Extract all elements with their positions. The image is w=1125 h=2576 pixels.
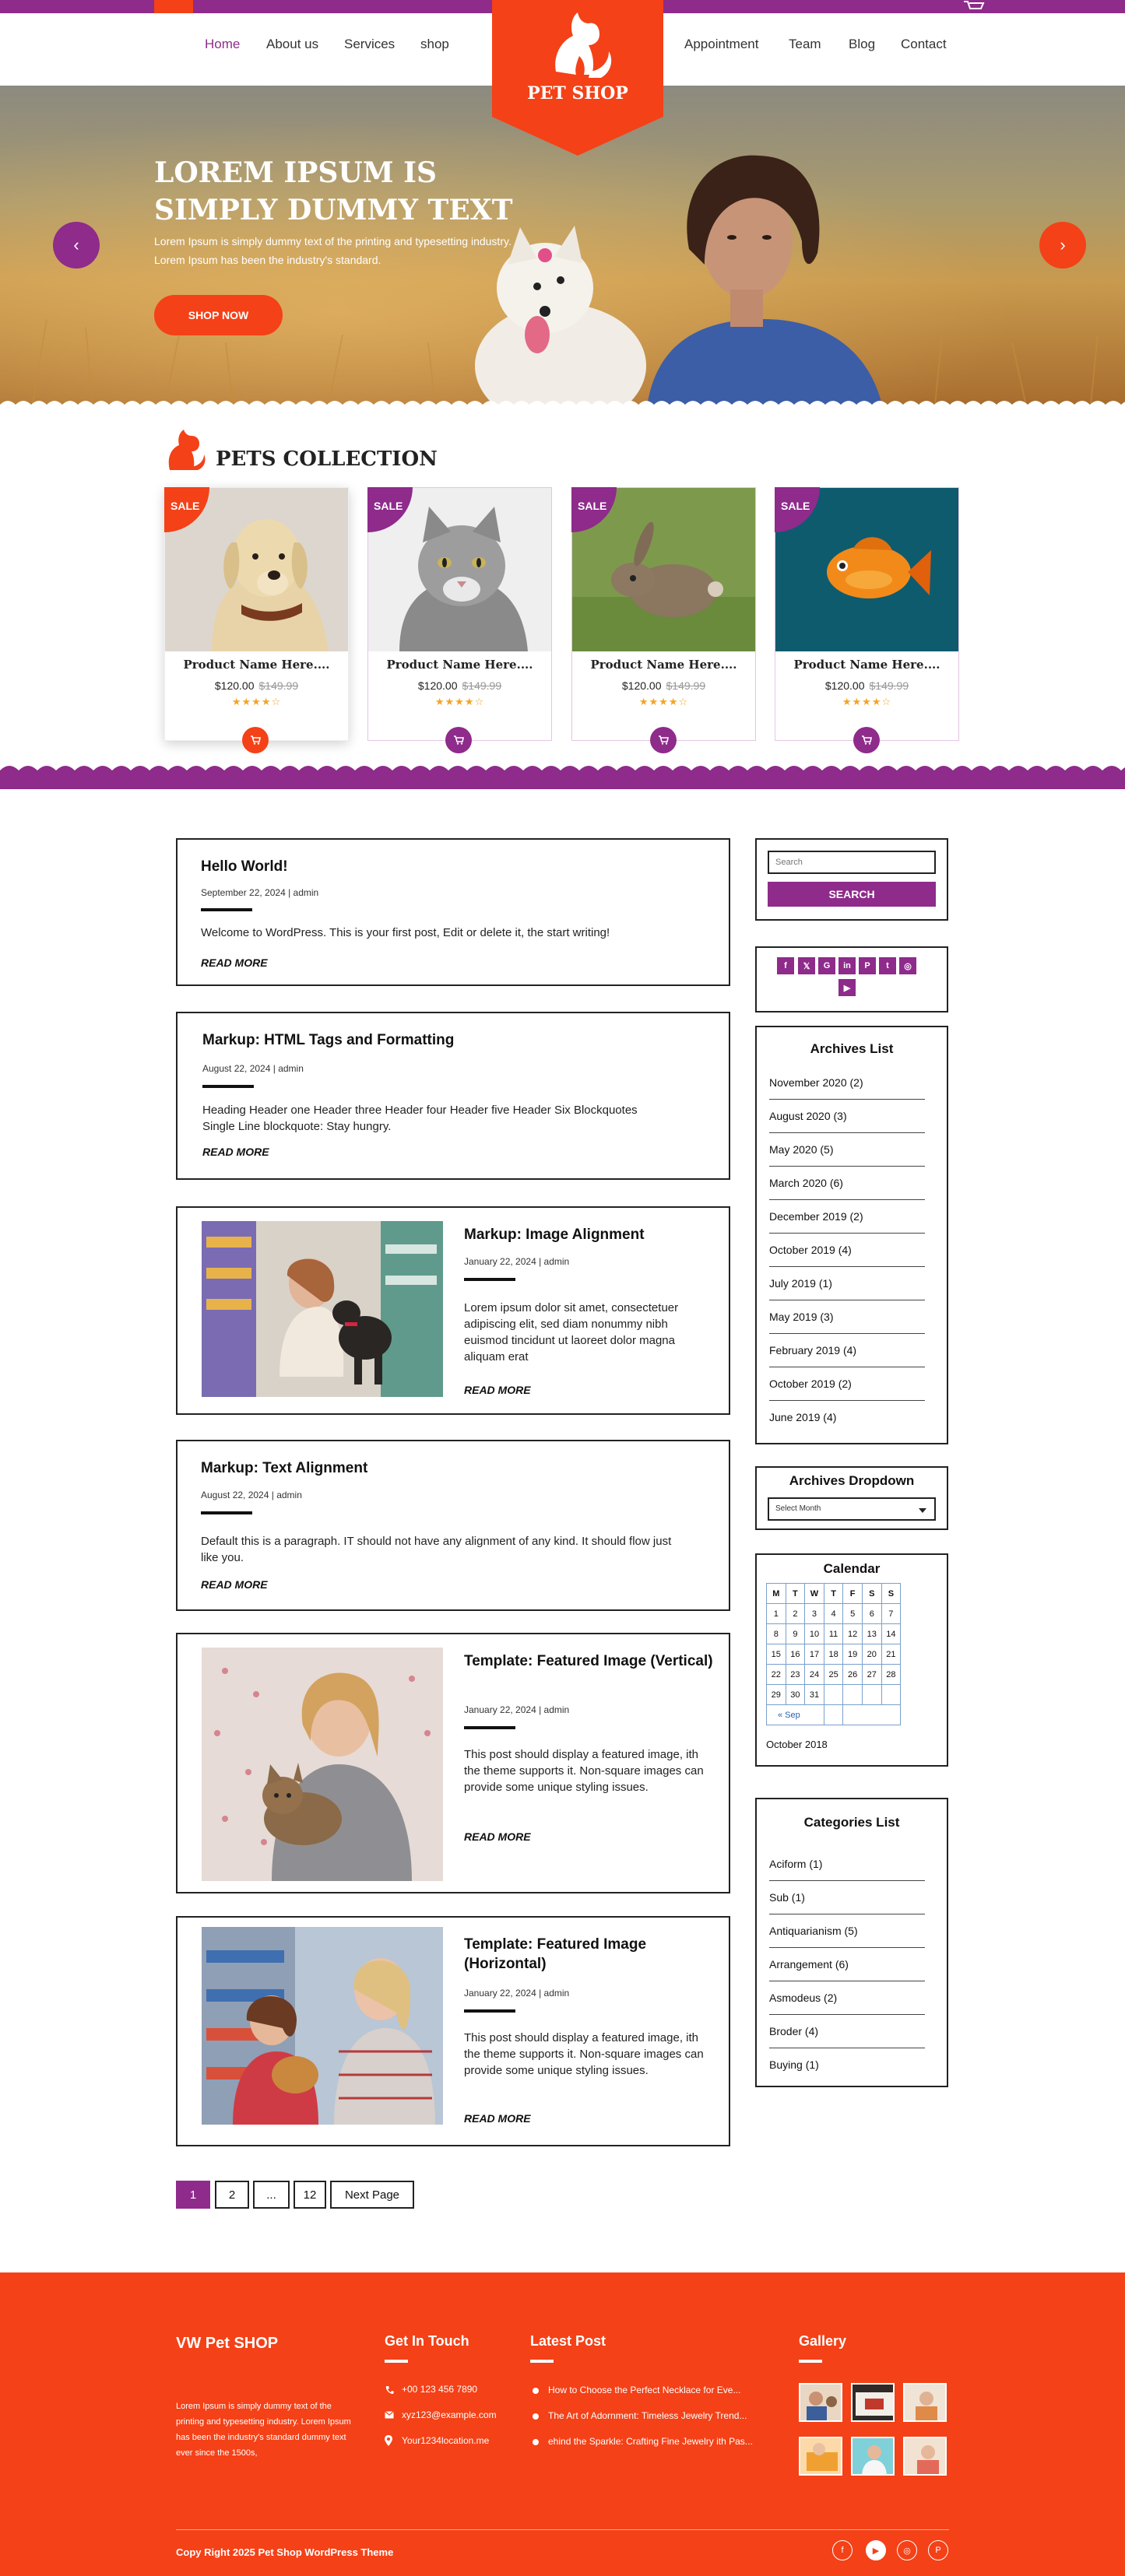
post-divider xyxy=(201,908,252,911)
calendar-day: 1 xyxy=(767,1604,786,1624)
categories-title: Categories List xyxy=(803,1815,900,1830)
instagram-icon[interactable]: ◎ xyxy=(899,957,916,974)
post-meta: August 22, 2024 | admin xyxy=(201,1490,302,1500)
post-divider xyxy=(464,1726,515,1729)
product-name[interactable]: Product Name Here.... xyxy=(386,658,533,672)
page-ellipsis: ... xyxy=(253,2181,290,2209)
linkedin-icon[interactable]: in xyxy=(838,957,856,974)
calendar-day: 20 xyxy=(862,1644,881,1665)
footer-copyright: Copy Right 2025 Pet Shop WordPress Theme xyxy=(176,2546,394,2558)
star-rating: ★★★★☆ xyxy=(842,697,892,708)
category-item[interactable]: Arrangement (6) xyxy=(769,1958,849,1971)
footer-facebook-icon[interactable]: f xyxy=(832,2540,853,2560)
footer-rule xyxy=(530,2360,554,2363)
mail-icon xyxy=(385,2411,394,2419)
read-more-link[interactable]: READ MORE xyxy=(201,956,268,969)
post-divider xyxy=(201,1511,252,1514)
calendar-day: 7 xyxy=(881,1604,901,1624)
nav-contact[interactable]: Contact xyxy=(901,37,947,51)
product-card[interactable] xyxy=(164,487,349,741)
calendar-day: 29 xyxy=(767,1685,786,1705)
archive-item[interactable]: February 2019 (4) xyxy=(769,1344,857,1356)
star-rating: ★★★★☆ xyxy=(638,697,689,708)
logo-badge[interactable] xyxy=(492,0,663,156)
search-widget xyxy=(755,838,948,921)
post-meta: January 22, 2024 | admin xyxy=(464,1704,570,1715)
calendar-day: 5 xyxy=(843,1604,863,1624)
calendar-day: 19 xyxy=(843,1644,863,1665)
day-header: S xyxy=(881,1584,901,1604)
archive-item[interactable]: May 2019 (3) xyxy=(769,1311,834,1323)
post-excerpt: This post should display a featured image, ith the theme supports it. Non-square images can provide some unique styling issues. xyxy=(464,1748,704,1794)
nav-blog[interactable]: Blog xyxy=(849,37,876,51)
post-excerpt: Heading Header one Header three Header four Header five Header Six Blockquotes Single Line blockquote: Stay hungry. xyxy=(202,1104,638,1133)
social-widget xyxy=(755,946,948,1013)
read-more-link[interactable]: READ MORE xyxy=(201,1578,268,1591)
archive-item[interactable]: November 2020 (2) xyxy=(769,1076,863,1089)
blog-post xyxy=(176,1012,730,1180)
post-image-woman-cat[interactable] xyxy=(202,1648,443,1881)
post-title[interactable]: Markup: HTML Tags and Formatting xyxy=(202,1032,455,1048)
calendar-day: 26 xyxy=(843,1665,863,1685)
hero-next-button[interactable] xyxy=(1039,222,1086,268)
read-more-link[interactable]: READ MORE xyxy=(464,1830,531,1843)
location-icon xyxy=(385,2435,392,2446)
archives-dropdown-title: Archives Dropdown xyxy=(789,1473,915,1488)
archive-item[interactable]: July 2019 (1) xyxy=(769,1277,832,1290)
nav-home[interactable]: Home xyxy=(205,37,241,51)
product-price xyxy=(165,679,348,692)
product-card[interactable] xyxy=(775,487,959,741)
post-excerpt: Lorem ipsum dolor sit amet, consectetuer adipiscing elit, sed diam nonummy nibh euismod tincidunt ut laoreet dolor magna aliquam erat xyxy=(464,1301,679,1363)
archive-item[interactable]: October 2019 (4) xyxy=(769,1244,852,1256)
calendar-day: 6 xyxy=(862,1604,881,1624)
footer-latest-post[interactable]: ehind the Sparkle: Crafting Fine Jewelry ith Pas... xyxy=(548,2436,753,2447)
hero-title-line-1: LOREM IPSUM IS xyxy=(154,156,437,189)
add-to-cart-button[interactable] xyxy=(445,727,472,753)
calendar-day: 31 xyxy=(805,1685,824,1705)
calendar-day: 16 xyxy=(786,1644,805,1665)
day-header: W xyxy=(805,1584,824,1604)
list-divider xyxy=(769,1266,925,1267)
product-name[interactable]: Product Name Here.... xyxy=(793,658,940,672)
chevron-down-icon xyxy=(919,1508,926,1513)
categories-widget xyxy=(755,1798,948,2087)
post-excerpt: This post should display a featured image, ith the theme supports it. Non-square images can provide some unique styling issues. xyxy=(464,2031,704,2077)
post-meta: August 22, 2024 | admin xyxy=(202,1063,304,1074)
product-name[interactable]: Product Name Here.... xyxy=(590,658,737,672)
post-image-shop-dog[interactable] xyxy=(202,1221,443,1397)
post-excerpt: Default this is a paragraph. IT should not have any alignment of any kind. It should flow just like you. xyxy=(201,1535,672,1564)
nav-about[interactable]: About us xyxy=(266,37,319,51)
month-select-value: Select Month xyxy=(775,1504,821,1513)
add-to-cart-button[interactable] xyxy=(242,727,269,753)
calendar-day xyxy=(824,1685,843,1705)
page-12-button[interactable]: 12 xyxy=(294,2181,326,2209)
blog-post xyxy=(176,1916,730,2146)
tumblr-icon[interactable]: t xyxy=(879,957,896,974)
cart-icon xyxy=(861,735,872,745)
post-image-shop-women[interactable] xyxy=(202,1927,443,2125)
chevron-left-icon: ‹ xyxy=(73,235,79,254)
search-input[interactable] xyxy=(768,851,936,874)
footer-instagram-icon[interactable]: ◎ xyxy=(897,2540,917,2560)
sale-badge: SALE xyxy=(571,487,617,532)
post-meta: January 22, 2024 | admin xyxy=(464,1256,570,1267)
calendar-day xyxy=(881,1685,901,1705)
google-icon[interactable]: G xyxy=(818,957,835,974)
hero-title xyxy=(154,154,559,229)
calendar-widget xyxy=(755,1553,948,1767)
calendar-caption: October 2018 xyxy=(766,1739,828,1750)
list-divider xyxy=(769,1333,925,1334)
x-twitter-icon[interactable]: 𝕏 xyxy=(798,957,815,974)
bullet-icon xyxy=(533,2413,539,2420)
day-header: M xyxy=(767,1584,786,1604)
nav-services[interactable]: Services xyxy=(344,37,396,51)
calendar-day: 30 xyxy=(786,1685,805,1705)
calendar-title: Calendar xyxy=(823,1561,881,1576)
post-divider xyxy=(464,1278,515,1281)
footer-phone[interactable]: +00 123 456 7890 xyxy=(402,2384,478,2395)
list-divider xyxy=(769,1132,925,1133)
calendar-next-cell xyxy=(843,1705,901,1725)
cart-icon xyxy=(250,735,261,745)
bullet-icon xyxy=(533,2388,539,2394)
search-button[interactable]: SEARCH xyxy=(768,882,936,907)
calendar-day: 24 xyxy=(805,1665,824,1685)
archive-item[interactable]: May 2020 (5) xyxy=(769,1143,834,1156)
footer-youtube-icon[interactable]: ▶ xyxy=(866,2540,886,2560)
hero-text: Lorem Ipsum is simply dummy text of the printing and typesetting industry. Lorem Ipsum has been the industry's standard. xyxy=(154,235,512,266)
price-current: $120.00 xyxy=(417,679,458,692)
gallery-thumb[interactable] xyxy=(903,2437,947,2476)
archive-item[interactable]: March 2020 (6) xyxy=(769,1177,843,1189)
product-name[interactable]: Product Name Here.... xyxy=(183,658,330,672)
list-divider xyxy=(769,1947,925,1948)
top-bar-accent xyxy=(154,0,193,13)
nav-appointment[interactable]: Appointment xyxy=(684,37,759,51)
month-select[interactable] xyxy=(768,1497,936,1521)
price-old: $149.99 xyxy=(666,679,706,692)
shop-now-button[interactable]: SHOP NOW xyxy=(154,295,283,335)
calendar-day: 3 xyxy=(805,1604,824,1624)
chevron-right-icon: › xyxy=(1060,235,1066,254)
price-current: $120.00 xyxy=(824,679,865,692)
footer-divider xyxy=(176,2529,949,2530)
footer-latest-post[interactable]: How to Choose the Perfect Necklace for Eve... xyxy=(548,2385,741,2395)
star-rating: ★★★★☆ xyxy=(231,697,282,708)
day-header: F xyxy=(843,1584,863,1604)
facebook-icon[interactable]: f xyxy=(777,957,794,974)
calendar-day: 13 xyxy=(862,1624,881,1644)
post-excerpt: Welcome to WordPress. This is your first post, Edit or delete it, the start writing! xyxy=(201,926,610,939)
day-header: S xyxy=(862,1584,881,1604)
category-item[interactable]: Buying (1) xyxy=(769,2058,819,2071)
list-divider xyxy=(769,1199,925,1200)
list-divider xyxy=(769,1400,925,1401)
calendar-day xyxy=(843,1685,863,1705)
price-current: $120.00 xyxy=(214,679,255,692)
footer-brand[interactable]: VW Pet SHOP xyxy=(176,2335,279,2352)
post-title[interactable]: Markup: Image Alignment xyxy=(464,1227,645,1243)
cart-icon xyxy=(453,735,464,745)
footer-pinterest-icon[interactable]: P xyxy=(928,2540,948,2560)
gallery-thumb[interactable] xyxy=(851,2383,895,2422)
day-header: T xyxy=(786,1584,805,1604)
star-rating: ★★★★☆ xyxy=(434,697,485,708)
gallery-thumb[interactable] xyxy=(903,2383,947,2422)
read-more-link[interactable]: READ MORE xyxy=(464,2112,531,2125)
footer-about: Lorem Ipsum is simply dummy text of the printing and typesetting industry. Lorem Ipsum has been the industry's standard dummy text ever since the 1500s, xyxy=(176,2402,351,2458)
list-divider xyxy=(769,1166,925,1167)
calendar-prev-link[interactable]: « Sep xyxy=(767,1705,824,1725)
calendar-day: 8 xyxy=(767,1624,786,1644)
price-old: $149.99 xyxy=(869,679,909,692)
phone-icon xyxy=(385,2385,394,2395)
product-price xyxy=(775,679,958,692)
calendar-day: 2 xyxy=(786,1604,805,1624)
add-to-cart-button[interactable] xyxy=(853,727,880,753)
calendar-day: 15 xyxy=(767,1644,786,1665)
calendar-day: 4 xyxy=(824,1604,843,1624)
post-title[interactable]: Markup: Text Alignment xyxy=(201,1460,368,1476)
logo-text[interactable]: PET SHOP xyxy=(527,83,628,104)
nav-shop[interactable]: shop xyxy=(420,37,449,51)
footer-contact-title: Get In Touch xyxy=(385,2333,469,2349)
post-divider xyxy=(202,1085,254,1088)
sale-badge: SALE xyxy=(367,487,413,532)
list-divider xyxy=(769,2014,925,2015)
next-page-button[interactable]: Next Page xyxy=(330,2181,414,2209)
category-item[interactable]: Asmodeus (2) xyxy=(769,1992,838,2004)
read-more-link[interactable]: READ MORE xyxy=(202,1146,269,1158)
post-title[interactable]: Template: Featured Image (Horizontal) xyxy=(464,1936,647,1972)
day-header: T xyxy=(824,1584,843,1604)
calendar-day: 12 xyxy=(843,1624,863,1644)
calendar-day: 27 xyxy=(862,1665,881,1685)
archives-title: Archives List xyxy=(810,1041,894,1056)
bullet-icon xyxy=(533,2439,539,2445)
calendar-day: 14 xyxy=(881,1624,901,1644)
archives-dropdown-widget xyxy=(755,1466,948,1530)
pinterest-icon[interactable]: P xyxy=(859,957,876,974)
calendar-day: 23 xyxy=(786,1665,805,1685)
calendar-day: 9 xyxy=(786,1624,805,1644)
footer-rule xyxy=(799,2360,822,2363)
calendar-day: 22 xyxy=(767,1665,786,1685)
product-card[interactable] xyxy=(367,487,552,741)
calendar-day xyxy=(862,1685,881,1705)
post-divider xyxy=(464,2009,515,2013)
page-1-button[interactable]: 1 xyxy=(176,2181,210,2209)
list-divider xyxy=(769,1233,925,1234)
product-price xyxy=(572,679,755,692)
sale-badge: SALE xyxy=(775,487,820,532)
footer-latest-title: Latest Post xyxy=(530,2333,606,2349)
archive-item[interactable]: August 2020 (3) xyxy=(769,1110,847,1122)
calendar-day: 25 xyxy=(824,1665,843,1685)
list-divider xyxy=(769,1880,925,1881)
blog-post xyxy=(176,1440,730,1611)
calendar-day: 28 xyxy=(881,1665,901,1685)
product-card[interactable] xyxy=(571,487,756,741)
archive-item[interactable]: December 2019 (2) xyxy=(769,1210,863,1223)
gallery-thumb[interactable] xyxy=(799,2383,842,2422)
footer-location[interactable]: Your1234location.me xyxy=(402,2435,490,2446)
calendar-table xyxy=(766,1583,901,1725)
category-item[interactable]: Sub (1) xyxy=(769,1891,805,1904)
footer-rule xyxy=(385,2360,408,2363)
list-divider xyxy=(769,1099,925,1100)
youtube-icon[interactable]: ▶ xyxy=(838,979,856,996)
dog-section-icon xyxy=(163,426,206,472)
nav-team[interactable]: Team xyxy=(789,37,821,51)
archive-item[interactable]: June 2019 (4) xyxy=(769,1411,837,1423)
post-meta: January 22, 2024 | admin xyxy=(464,1988,570,1999)
calendar-day: 10 xyxy=(805,1624,824,1644)
archive-item[interactable]: October 2019 (2) xyxy=(769,1377,852,1390)
category-item[interactable]: Aciform (1) xyxy=(769,1858,823,1870)
calendar-day: 11 xyxy=(824,1624,843,1644)
gallery-thumb[interactable] xyxy=(799,2437,842,2476)
post-title[interactable]: Hello World! xyxy=(201,858,288,875)
category-item[interactable]: Broder (4) xyxy=(769,2025,819,2037)
category-item[interactable]: Antiquarianism (5) xyxy=(769,1925,858,1937)
price-current: $120.00 xyxy=(621,679,662,692)
page-2-button[interactable]: 2 xyxy=(215,2181,249,2209)
read-more-link[interactable]: READ MORE xyxy=(464,1384,531,1396)
calendar-day: 17 xyxy=(805,1644,824,1665)
calendar-day: 21 xyxy=(881,1644,901,1665)
post-title[interactable]: Template: Featured Image (Vertical) xyxy=(464,1653,713,1669)
calendar-day: 18 xyxy=(824,1644,843,1665)
purple-wave-divider xyxy=(0,763,1125,789)
blog-post xyxy=(176,1206,730,1415)
cart-icon[interactable] xyxy=(961,0,987,12)
collection-title: PETS COLLECTION xyxy=(216,447,438,471)
hero-prev-button[interactable] xyxy=(53,222,100,268)
archives-widget xyxy=(755,1026,948,1444)
footer-gallery-title: Gallery xyxy=(799,2333,847,2349)
price-old: $149.99 xyxy=(258,679,299,692)
price-old: $149.99 xyxy=(462,679,502,692)
footer-email[interactable]: xyz123@example.com xyxy=(402,2409,497,2420)
footer xyxy=(0,2272,1125,2576)
footer-latest-post[interactable]: The Art of Adornment: Timeless Jewelry Trend... xyxy=(548,2410,747,2421)
post-meta: September 22, 2024 | admin xyxy=(201,887,319,898)
blog-post xyxy=(176,838,730,986)
blog-post xyxy=(176,1633,730,1893)
add-to-cart-button[interactable] xyxy=(650,727,677,753)
cart-icon xyxy=(658,735,669,745)
hero-title-line-2: SIMPLY DUMMY TEXT xyxy=(154,194,513,226)
product-price xyxy=(368,679,551,692)
gallery-thumb[interactable] xyxy=(851,2437,895,2476)
calendar-day xyxy=(824,1705,843,1725)
sale-badge: SALE xyxy=(164,487,209,532)
